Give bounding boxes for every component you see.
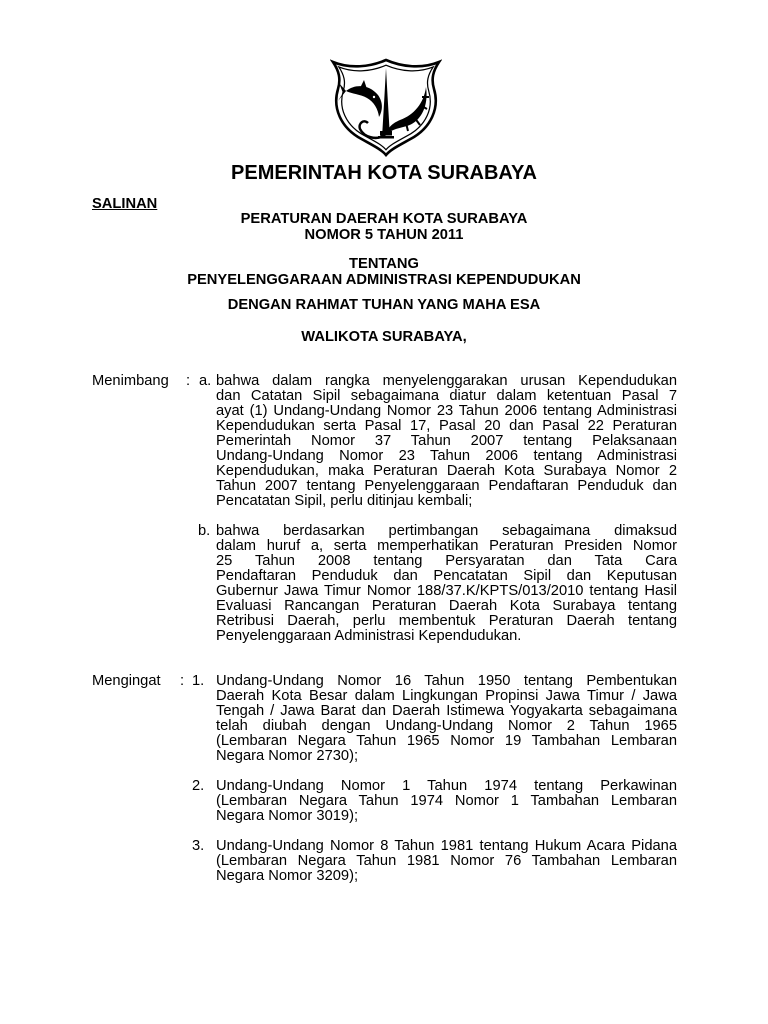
item-marker: 3.	[192, 838, 205, 854]
text-line: telah diubah dengan Undang-Undang Nomor 2 Tahun 1965	[216, 718, 677, 734]
text-line: 25 Tahun 2008 tentang Persyaratan dan Tata Cara	[216, 553, 677, 569]
item-marker: a.	[199, 373, 212, 389]
text-line: ayat (1) Undang-Undang Nomor 23 Tahun 2006 tentang Administrasi	[216, 403, 677, 419]
recalling-item-1	[216, 674, 677, 764]
text-line: Negara Nomor 3209);	[216, 868, 359, 884]
item-marker: 2.	[192, 778, 205, 794]
text-line: Tengah / Jawa Barat dan Daerah Istimewa Yogyakarta sebagaimana	[216, 703, 677, 719]
text-line: Pencatatan Sipil, perlu ditinjau kembali;	[216, 493, 473, 509]
text-line: bahwa berdasarkan pertimbangan sebagaimana dimaksud	[216, 523, 677, 539]
text-line: Gubernur Jawa Timur Nomor 188/37.K/KPTS/013/2010 tentang Hasil	[216, 583, 677, 599]
considering-separator: :	[186, 373, 191, 389]
text-line: Undang-Undang Nomor 16 Tahun 1950 tentang Pembentukan	[216, 673, 677, 689]
text-line: Daerah Kota Besar dalam Lingkungan Propinsi Jawa Timur / Jawa	[216, 688, 677, 704]
text-line: Undang-Undang Nomor 1 Tahun 1974 tentang Perkawinan	[216, 778, 677, 794]
item-marker: b.	[198, 523, 211, 539]
text-line: Pendaftaran Penduduk dan Pencatatan Sipil dan Keputusan	[216, 568, 677, 584]
text-line: Undang-Undang Nomor 8 Tahun 1981 tentang Hukum Acara Pidana	[216, 838, 677, 854]
government-title: PEMERINTAH KOTA SURABAYA	[231, 162, 537, 184]
issuer: WALIKOTA SURABAYA,	[301, 329, 467, 345]
coat-of-arms-icon	[330, 57, 442, 157]
subject-label: TENTANG	[349, 256, 419, 272]
text-line: Evaluasi Rancangan Peraturan Daerah Kota Surabaya tentang	[216, 598, 677, 614]
text-line: Retribusi Daerah, perlu membentuk Peraturan Daerah tentang	[216, 613, 677, 629]
text-line: Negara Nomor 3019);	[216, 808, 359, 824]
copy-label: SALINAN	[92, 196, 158, 212]
text-line: (Lembaran Negara Tahun 1981 Nomor 76 Tambahan Lembaran	[216, 853, 677, 869]
recalling-separator: :	[180, 673, 185, 689]
regulation-number: NOMOR 5 TAHUN 2011	[304, 227, 464, 243]
text-line: Pemerintah Nomor 37 Tahun 2007 tentang Pelaksanaan	[216, 433, 677, 449]
text-line: bahwa dalam rangka menyelenggarakan urusan Kependudukan	[216, 373, 677, 389]
text-line: (Lembaran Negara Tahun 1965 Nomor 19 Tambahan Lembaran	[216, 733, 677, 749]
text-line: Penyelenggaraan Administrasi Kependudukan.	[216, 628, 522, 644]
text-line: Undang-Undang Nomor 23 Tahun 2006 tentang Administrasi	[216, 448, 677, 464]
recalling-item-3	[216, 839, 677, 884]
recalling-item-2	[216, 779, 677, 824]
recalling-label: Mengingat	[92, 673, 161, 689]
considering-item-a	[216, 374, 677, 509]
regulation-title: PERATURAN DAERAH KOTA SURABAYA	[240, 211, 528, 227]
considering-item-b	[216, 524, 677, 644]
text-line: dan Catatan Sipil sebagaimana diatur dalam ketentuan Pasal 7	[216, 388, 677, 404]
item-marker: 1.	[192, 673, 205, 689]
subject-title: PENYELENGGARAAN ADMINISTRASI KEPENDUDUKAN	[187, 272, 581, 288]
text-line: Tahun 2007 tentang Penyelenggaraan Pendaftaran Penduduk dan	[216, 478, 677, 494]
text-line: Negara Nomor 2730);	[216, 748, 359, 764]
text-line: dalam huruf a, serta memperhatikan Peraturan Presiden Nomor	[216, 538, 677, 554]
text-line: Kependudukan serta Pasal 17, Pasal 20 dan Pasal 22 Peraturan	[216, 418, 677, 434]
invocation: DENGAN RAHMAT TUHAN YANG MAHA ESA	[227, 297, 541, 313]
considering-label: Menimbang	[92, 373, 169, 389]
text-line: (Lembaran Negara Tahun 1974 Nomor 1 Tambahan Lembaran	[216, 793, 677, 809]
text-line: Kependudukan, maka Peraturan Daerah Kota Surabaya Nomor 2	[216, 463, 677, 479]
